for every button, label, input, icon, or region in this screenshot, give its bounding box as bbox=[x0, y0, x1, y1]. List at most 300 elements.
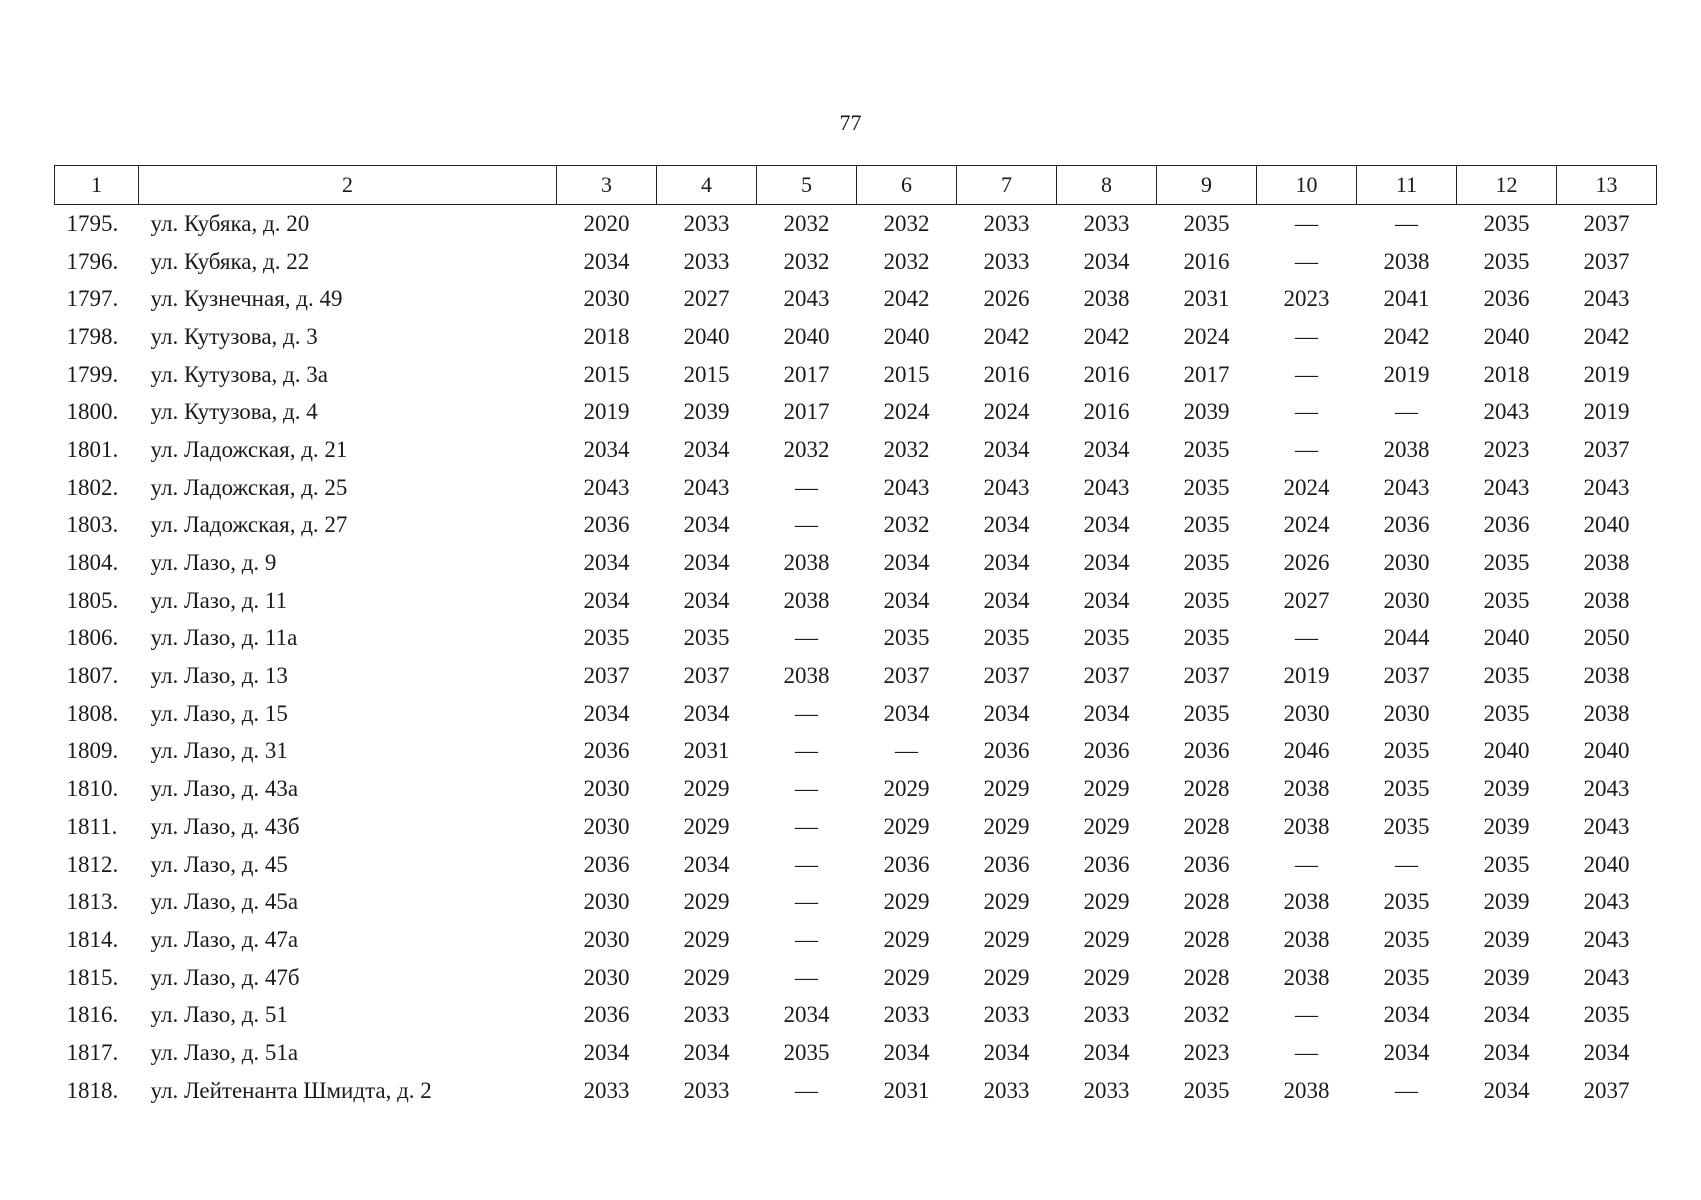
row-address: ул. Кубяка, д. 22 bbox=[150, 248, 310, 274]
row-number: 1796. bbox=[66, 248, 119, 274]
year-cell-col-12: 2035 bbox=[1483, 700, 1530, 726]
schedule-table bbox=[54, 165, 1657, 1110]
year-cell-col-9: 2024 bbox=[1183, 323, 1230, 349]
year-cell-col-8: 2016 bbox=[1083, 399, 1130, 425]
year-cell-col-10: — bbox=[1295, 625, 1318, 651]
year-cell-col-4: 2034 bbox=[683, 700, 730, 726]
row-number: 1812. bbox=[66, 851, 119, 877]
year-cell-col-10: — bbox=[1295, 248, 1318, 274]
row-number: 1804. bbox=[66, 550, 119, 576]
year-cell-col-8: 2034 bbox=[1083, 700, 1130, 726]
year-cell-col-13: 2038 bbox=[1583, 663, 1630, 689]
year-cell-col-7: 2026 bbox=[983, 286, 1030, 312]
year-cell-col-8: 2029 bbox=[1083, 926, 1130, 952]
year-cell-col-5: 2038 bbox=[783, 663, 830, 689]
year-cell-col-8: 2038 bbox=[1083, 286, 1130, 312]
year-cell-col-5: — bbox=[795, 926, 818, 952]
row-address: ул. Лейтенанта Шмидта, д. 2 bbox=[150, 1077, 432, 1103]
year-cell-col-8: 2029 bbox=[1083, 964, 1130, 990]
table-row bbox=[55, 620, 1657, 658]
year-cell-col-3: 2037 bbox=[583, 663, 630, 689]
year-cell-col-7: 2043 bbox=[983, 474, 1030, 500]
year-cell-col-8: 2034 bbox=[1083, 248, 1130, 274]
year-cell-col-7: 2024 bbox=[983, 399, 1030, 425]
year-cell-col-4: 2033 bbox=[683, 248, 730, 274]
year-cell-col-3: 2019 bbox=[583, 399, 630, 425]
year-cell-col-8: 2034 bbox=[1083, 436, 1130, 462]
year-cell-col-10: — bbox=[1295, 436, 1318, 462]
table-row bbox=[55, 469, 1657, 507]
year-cell-col-6: 2032 bbox=[883, 436, 930, 462]
year-cell-col-9: 2028 bbox=[1183, 776, 1230, 802]
column-header-11: 11 bbox=[1357, 166, 1457, 205]
year-cell-col-5: 2038 bbox=[783, 550, 830, 576]
year-cell-col-9: 2035 bbox=[1183, 436, 1230, 462]
year-cell-col-7: 2042 bbox=[983, 323, 1030, 349]
year-cell-col-6: 2042 bbox=[883, 286, 930, 312]
year-cell-col-5: 2038 bbox=[783, 587, 830, 613]
year-cell-col-10: — bbox=[1295, 361, 1318, 387]
year-cell-col-10: 2026 bbox=[1283, 550, 1330, 576]
year-cell-col-12: 2034 bbox=[1483, 1002, 1530, 1028]
year-cell-col-7: 2035 bbox=[983, 625, 1030, 651]
year-cell-col-11: — bbox=[1395, 399, 1418, 425]
year-cell-col-12: 2035 bbox=[1483, 851, 1530, 877]
year-cell-col-8: 2042 bbox=[1083, 323, 1130, 349]
year-cell-col-10: — bbox=[1295, 1002, 1318, 1028]
year-cell-col-4: 2037 bbox=[683, 663, 730, 689]
header-row bbox=[55, 166, 1657, 205]
year-cell-col-5: — bbox=[795, 964, 818, 990]
table-row bbox=[55, 544, 1657, 582]
row-address: ул. Ладожская, д. 21 bbox=[150, 436, 348, 462]
row-number: 1807. bbox=[66, 663, 119, 689]
year-cell-col-12: 2040 bbox=[1483, 625, 1530, 651]
year-cell-col-3: 2043 bbox=[583, 474, 630, 500]
year-cell-col-4: 2040 bbox=[683, 323, 730, 349]
year-cell-col-11: 2035 bbox=[1383, 776, 1430, 802]
row-address: ул. Лазо, д. 13 bbox=[150, 663, 288, 689]
row-address: ул. Лазо, д. 47а bbox=[150, 926, 299, 952]
column-header-13: 13 bbox=[1557, 166, 1657, 205]
table-body bbox=[55, 205, 1657, 1110]
year-cell-col-12: 2034 bbox=[1483, 1077, 1530, 1103]
row-address: ул. Лазо, д. 15 bbox=[150, 700, 288, 726]
year-cell-col-4: 2034 bbox=[683, 851, 730, 877]
row-address: ул. Кузнечная, д. 49 bbox=[150, 286, 343, 312]
year-cell-col-4: 2034 bbox=[683, 550, 730, 576]
row-number: 1809. bbox=[66, 738, 119, 764]
row-number: 1799. bbox=[66, 361, 119, 387]
year-cell-col-7: 2034 bbox=[983, 550, 1030, 576]
table-header bbox=[55, 166, 1657, 205]
year-cell-col-7: 2033 bbox=[983, 1002, 1030, 1028]
year-cell-col-10: — bbox=[1295, 851, 1318, 877]
row-number: 1795. bbox=[66, 210, 119, 236]
year-cell-col-8: 2034 bbox=[1083, 1039, 1130, 1065]
row-number: 1806. bbox=[66, 625, 119, 651]
year-cell-col-9: 2035 bbox=[1183, 587, 1230, 613]
table-row bbox=[55, 921, 1657, 959]
year-cell-col-11: 2019 bbox=[1383, 361, 1430, 387]
year-cell-col-4: 2029 bbox=[683, 926, 730, 952]
column-header-1: 1 bbox=[55, 166, 139, 205]
year-cell-col-13: 2043 bbox=[1583, 813, 1630, 839]
table-row bbox=[55, 318, 1657, 356]
year-cell-col-3: 2036 bbox=[583, 738, 630, 764]
year-cell-col-5: — bbox=[795, 738, 818, 764]
year-cell-col-8: 2033 bbox=[1083, 210, 1130, 236]
year-cell-col-4: 2043 bbox=[683, 474, 730, 500]
year-cell-col-7: 2034 bbox=[983, 700, 1030, 726]
year-cell-col-10: 2038 bbox=[1283, 1077, 1330, 1103]
year-cell-col-7: 2036 bbox=[983, 851, 1030, 877]
year-cell-col-4: 2015 bbox=[683, 361, 730, 387]
year-cell-col-12: 2035 bbox=[1483, 550, 1530, 576]
year-cell-col-5: 2017 bbox=[783, 399, 830, 425]
year-cell-col-3: 2034 bbox=[583, 550, 630, 576]
year-cell-col-5: — bbox=[795, 776, 818, 802]
year-cell-col-6: 2029 bbox=[883, 964, 930, 990]
year-cell-col-4: 2034 bbox=[683, 512, 730, 538]
row-address: ул. Ладожская, д. 27 bbox=[150, 512, 348, 538]
year-cell-col-8: 2029 bbox=[1083, 776, 1130, 802]
row-address: ул. Лазо, д. 9 bbox=[150, 550, 277, 576]
column-header-8: 8 bbox=[1057, 166, 1157, 205]
column-header-3: 3 bbox=[557, 166, 657, 205]
year-cell-col-12: 2043 bbox=[1483, 474, 1530, 500]
row-address: ул. Лазо, д. 51а bbox=[150, 1039, 299, 1065]
year-cell-col-9: 2023 bbox=[1183, 1039, 1230, 1065]
year-cell-col-5: 2032 bbox=[783, 210, 830, 236]
year-cell-col-6: 2029 bbox=[883, 813, 930, 839]
year-cell-col-6: 2034 bbox=[883, 587, 930, 613]
year-cell-col-3: 2036 bbox=[583, 1002, 630, 1028]
year-cell-col-12: 2035 bbox=[1483, 210, 1530, 236]
year-cell-col-9: 2028 bbox=[1183, 889, 1230, 915]
year-cell-col-7: 2029 bbox=[983, 813, 1030, 839]
column-header-4: 4 bbox=[657, 166, 757, 205]
row-address: ул. Лазо, д. 43б bbox=[150, 813, 300, 839]
year-cell-col-4: 2027 bbox=[683, 286, 730, 312]
year-cell-col-13: 2043 bbox=[1583, 964, 1630, 990]
year-cell-col-6: 2034 bbox=[883, 550, 930, 576]
year-cell-col-11: 2030 bbox=[1383, 700, 1430, 726]
year-cell-col-8: 2035 bbox=[1083, 625, 1130, 651]
year-cell-col-9: 2035 bbox=[1183, 700, 1230, 726]
table-row bbox=[55, 280, 1657, 318]
year-cell-col-3: 2033 bbox=[583, 1077, 630, 1103]
year-cell-col-11: 2035 bbox=[1383, 926, 1430, 952]
year-cell-col-11: — bbox=[1395, 851, 1418, 877]
year-cell-col-10: 2038 bbox=[1283, 813, 1330, 839]
year-cell-col-6: 2040 bbox=[883, 323, 930, 349]
column-header-5: 5 bbox=[757, 166, 857, 205]
year-cell-col-4: 2029 bbox=[683, 813, 730, 839]
year-cell-col-9: 2031 bbox=[1183, 286, 1230, 312]
year-cell-col-9: 2039 bbox=[1183, 399, 1230, 425]
table-row bbox=[55, 243, 1657, 281]
year-cell-col-8: 2034 bbox=[1083, 512, 1130, 538]
table-row bbox=[55, 695, 1657, 733]
year-cell-col-11: 2043 bbox=[1383, 474, 1430, 500]
year-cell-col-6: 2032 bbox=[883, 210, 930, 236]
year-cell-col-4: 2029 bbox=[683, 776, 730, 802]
year-cell-col-3: 2034 bbox=[583, 587, 630, 613]
year-cell-col-9: 2035 bbox=[1183, 550, 1230, 576]
year-cell-col-11: 2034 bbox=[1383, 1002, 1430, 1028]
year-cell-col-13: 2040 bbox=[1583, 851, 1630, 877]
year-cell-col-13: 2040 bbox=[1583, 738, 1630, 764]
year-cell-col-7: 2033 bbox=[983, 210, 1030, 236]
year-cell-col-11: 2034 bbox=[1383, 1039, 1430, 1065]
table-row bbox=[55, 393, 1657, 431]
year-cell-col-12: 2039 bbox=[1483, 813, 1530, 839]
year-cell-col-6: 2036 bbox=[883, 851, 930, 877]
year-cell-col-9: 2036 bbox=[1183, 851, 1230, 877]
year-cell-col-4: 2035 bbox=[683, 625, 730, 651]
row-address: ул. Лазо, д. 51 bbox=[150, 1002, 288, 1028]
table-row bbox=[55, 431, 1657, 469]
row-number: 1805. bbox=[66, 587, 119, 613]
table-row bbox=[55, 770, 1657, 808]
year-cell-col-4: 2031 bbox=[683, 738, 730, 764]
year-cell-col-12: 2039 bbox=[1483, 926, 1530, 952]
year-cell-col-13: 2037 bbox=[1583, 1077, 1630, 1103]
table-row bbox=[55, 657, 1657, 695]
year-cell-col-12: 2034 bbox=[1483, 1039, 1530, 1065]
column-header-2: 2 bbox=[139, 166, 557, 205]
row-address: ул. Лазо, д. 11 bbox=[150, 587, 288, 613]
year-cell-col-4: 2033 bbox=[683, 210, 730, 236]
year-cell-col-11: 2035 bbox=[1383, 889, 1430, 915]
year-cell-col-8: 2036 bbox=[1083, 851, 1130, 877]
year-cell-col-5: — bbox=[795, 512, 818, 538]
year-cell-col-5: — bbox=[795, 851, 818, 877]
year-cell-col-9: 2028 bbox=[1183, 813, 1230, 839]
year-cell-col-9: 2035 bbox=[1183, 474, 1230, 500]
year-cell-col-8: 2034 bbox=[1083, 550, 1130, 576]
year-cell-col-9: 2017 bbox=[1183, 361, 1230, 387]
row-number: 1808. bbox=[66, 700, 119, 726]
year-cell-col-10: 2038 bbox=[1283, 889, 1330, 915]
table-row bbox=[55, 582, 1657, 620]
year-cell-col-8: 2036 bbox=[1083, 738, 1130, 764]
year-cell-col-10: 2038 bbox=[1283, 926, 1330, 952]
year-cell-col-10: 2038 bbox=[1283, 776, 1330, 802]
year-cell-col-13: 2019 bbox=[1583, 399, 1630, 425]
year-cell-col-4: 2029 bbox=[683, 964, 730, 990]
year-cell-col-7: 2033 bbox=[983, 248, 1030, 274]
year-cell-col-5: — bbox=[795, 625, 818, 651]
year-cell-col-10: 2038 bbox=[1283, 964, 1330, 990]
year-cell-col-12: 2040 bbox=[1483, 738, 1530, 764]
year-cell-col-12: 2039 bbox=[1483, 889, 1530, 915]
year-cell-col-12: 2039 bbox=[1483, 776, 1530, 802]
year-cell-col-3: 2018 bbox=[583, 323, 630, 349]
year-cell-col-12: 2035 bbox=[1483, 248, 1530, 274]
year-cell-col-8: 2033 bbox=[1083, 1002, 1130, 1028]
year-cell-col-13: 2040 bbox=[1583, 512, 1630, 538]
year-cell-col-13: 2037 bbox=[1583, 210, 1630, 236]
year-cell-col-10: 2024 bbox=[1283, 512, 1330, 538]
year-cell-col-6: — bbox=[895, 738, 918, 764]
year-cell-col-4: 2034 bbox=[683, 436, 730, 462]
year-cell-col-11: 2042 bbox=[1383, 323, 1430, 349]
year-cell-col-11: 2030 bbox=[1383, 587, 1430, 613]
year-cell-col-4: 2034 bbox=[683, 1039, 730, 1065]
year-cell-col-6: 2032 bbox=[883, 248, 930, 274]
year-cell-col-10: 2030 bbox=[1283, 700, 1330, 726]
year-cell-col-9: 2028 bbox=[1183, 964, 1230, 990]
year-cell-col-10: 2024 bbox=[1283, 474, 1330, 500]
year-cell-col-13: 2043 bbox=[1583, 474, 1630, 500]
year-cell-col-4: 2039 bbox=[683, 399, 730, 425]
table-row bbox=[55, 1034, 1657, 1072]
year-cell-col-12: 2036 bbox=[1483, 286, 1530, 312]
year-cell-col-4: 2029 bbox=[683, 889, 730, 915]
year-cell-col-6: 2029 bbox=[883, 926, 930, 952]
year-cell-col-7: 2034 bbox=[983, 436, 1030, 462]
year-cell-col-8: 2033 bbox=[1083, 1077, 1130, 1103]
year-cell-col-12: 2043 bbox=[1483, 399, 1530, 425]
year-cell-col-9: 2016 bbox=[1183, 248, 1230, 274]
column-header-6: 6 bbox=[857, 166, 957, 205]
year-cell-col-13: 2043 bbox=[1583, 926, 1630, 952]
table-row bbox=[55, 846, 1657, 884]
year-cell-col-13: 2043 bbox=[1583, 286, 1630, 312]
year-cell-col-11: 2044 bbox=[1383, 625, 1430, 651]
year-cell-col-9: 2028 bbox=[1183, 926, 1230, 952]
year-cell-col-3: 2030 bbox=[583, 813, 630, 839]
year-cell-col-11: 2035 bbox=[1383, 964, 1430, 990]
year-cell-col-7: 2037 bbox=[983, 663, 1030, 689]
year-cell-col-5: 2043 bbox=[783, 286, 830, 312]
year-cell-col-3: 2015 bbox=[583, 361, 630, 387]
column-header-10: 10 bbox=[1257, 166, 1357, 205]
row-number: 1798. bbox=[66, 323, 119, 349]
year-cell-col-3: 2035 bbox=[583, 625, 630, 651]
row-address: ул. Лазо, д. 11а bbox=[150, 625, 298, 651]
year-cell-col-11: 2035 bbox=[1383, 738, 1430, 764]
year-cell-col-7: 2029 bbox=[983, 964, 1030, 990]
year-cell-col-12: 2036 bbox=[1483, 512, 1530, 538]
year-cell-col-3: 2036 bbox=[583, 851, 630, 877]
row-number: 1815. bbox=[66, 964, 119, 990]
year-cell-col-9: 2032 bbox=[1183, 1002, 1230, 1028]
year-cell-col-3: 2034 bbox=[583, 248, 630, 274]
year-cell-col-10: 2023 bbox=[1283, 286, 1330, 312]
column-header-12: 12 bbox=[1457, 166, 1557, 205]
year-cell-col-5: 2032 bbox=[783, 436, 830, 462]
year-cell-col-10: — bbox=[1295, 323, 1318, 349]
table-row bbox=[55, 356, 1657, 394]
page-number: 77 bbox=[839, 110, 862, 135]
year-cell-col-5: 2017 bbox=[783, 361, 830, 387]
year-cell-col-5: 2040 bbox=[783, 323, 830, 349]
year-cell-col-8: 2034 bbox=[1083, 587, 1130, 613]
year-cell-col-13: 2038 bbox=[1583, 550, 1630, 576]
year-cell-col-11: — bbox=[1395, 210, 1418, 236]
row-address: ул. Кубяка, д. 20 bbox=[150, 210, 310, 236]
year-cell-col-3: 2030 bbox=[583, 926, 630, 952]
year-cell-col-4: 2034 bbox=[683, 587, 730, 613]
year-cell-col-9: 2036 bbox=[1183, 738, 1230, 764]
year-cell-col-3: 2030 bbox=[583, 776, 630, 802]
year-cell-col-5: 2032 bbox=[783, 248, 830, 274]
year-cell-col-6: 2029 bbox=[883, 889, 930, 915]
year-cell-col-8: 2016 bbox=[1083, 361, 1130, 387]
year-cell-col-6: 2032 bbox=[883, 512, 930, 538]
year-cell-col-6: 2033 bbox=[883, 1002, 930, 1028]
year-cell-col-13: 2043 bbox=[1583, 776, 1630, 802]
table-row bbox=[55, 959, 1657, 997]
row-number: 1810. bbox=[66, 776, 119, 802]
row-address: ул. Кутузова, д. 3а bbox=[150, 361, 328, 387]
year-cell-col-4: 2033 bbox=[683, 1002, 730, 1028]
year-cell-col-7: 2029 bbox=[983, 889, 1030, 915]
year-cell-col-8: 2029 bbox=[1083, 889, 1130, 915]
row-number: 1811. bbox=[66, 813, 118, 839]
year-cell-col-7: 2029 bbox=[983, 926, 1030, 952]
year-cell-col-9: 2037 bbox=[1183, 663, 1230, 689]
year-cell-col-10: 2027 bbox=[1283, 587, 1330, 613]
year-cell-col-6: 2029 bbox=[883, 776, 930, 802]
row-address: ул. Кутузова, д. 3 bbox=[150, 323, 318, 349]
table-row bbox=[55, 883, 1657, 921]
year-cell-col-10: — bbox=[1295, 210, 1318, 236]
column-header-9: 9 bbox=[1157, 166, 1257, 205]
year-cell-col-11: 2036 bbox=[1383, 512, 1430, 538]
year-cell-col-6: 2024 bbox=[883, 399, 930, 425]
row-address: ул. Лазо, д. 45 bbox=[150, 851, 288, 877]
year-cell-col-7: 2034 bbox=[983, 512, 1030, 538]
year-cell-col-11: 2038 bbox=[1383, 248, 1430, 274]
year-cell-col-7: 2033 bbox=[983, 1077, 1030, 1103]
year-cell-col-3: 2034 bbox=[583, 700, 630, 726]
year-cell-col-9: 2035 bbox=[1183, 625, 1230, 651]
year-cell-col-5: — bbox=[795, 889, 818, 915]
year-cell-col-3: 2036 bbox=[583, 512, 630, 538]
year-cell-col-7: 2036 bbox=[983, 738, 1030, 764]
row-address: ул. Лазо, д. 43а bbox=[150, 776, 299, 802]
year-cell-col-5: — bbox=[795, 474, 818, 500]
year-cell-col-6: 2043 bbox=[883, 474, 930, 500]
year-cell-col-6: 2035 bbox=[883, 625, 930, 651]
year-cell-col-13: 2019 bbox=[1583, 361, 1630, 387]
row-number: 1817. bbox=[66, 1039, 119, 1065]
year-cell-col-12: 2023 bbox=[1483, 436, 1530, 462]
year-cell-col-11: — bbox=[1395, 1077, 1418, 1103]
year-cell-col-12: 2039 bbox=[1483, 964, 1530, 990]
row-number: 1801. bbox=[66, 436, 119, 462]
year-cell-col-9: 2035 bbox=[1183, 210, 1230, 236]
year-cell-col-7: 2034 bbox=[983, 587, 1030, 613]
year-cell-col-13: 2050 bbox=[1583, 625, 1630, 651]
year-cell-col-6: 2037 bbox=[883, 663, 930, 689]
row-number: 1797. bbox=[66, 286, 119, 312]
row-number: 1802. bbox=[66, 474, 119, 500]
year-cell-col-13: 2035 bbox=[1583, 1002, 1630, 1028]
year-cell-col-3: 2034 bbox=[583, 1039, 630, 1065]
year-cell-col-12: 2035 bbox=[1483, 663, 1530, 689]
year-cell-col-13: 2037 bbox=[1583, 248, 1630, 274]
year-cell-col-12: 2018 bbox=[1483, 361, 1530, 387]
year-cell-col-5: — bbox=[795, 813, 818, 839]
year-cell-col-13: 2038 bbox=[1583, 700, 1630, 726]
table-row bbox=[55, 507, 1657, 545]
year-cell-col-11: 2035 bbox=[1383, 813, 1430, 839]
